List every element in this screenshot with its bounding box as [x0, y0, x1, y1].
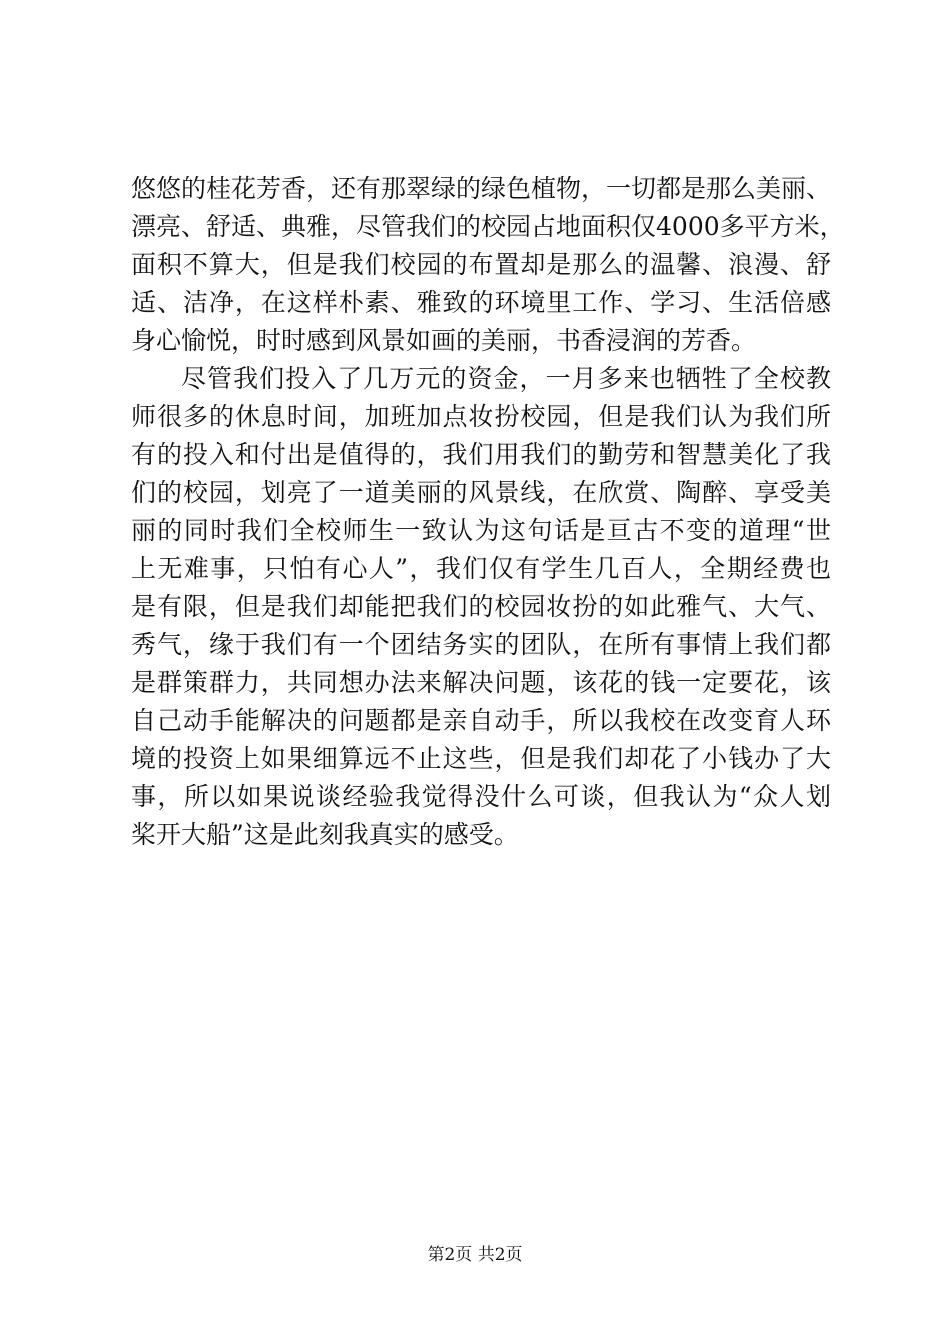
paragraph-1-line: 面积不算大，但是我们校园的布置却是那么的温馨、浪漫、舒 — [131, 250, 831, 279]
paragraph-2-line: 桨开大船”这是此刻我真实的感受。 — [131, 820, 519, 849]
paragraph-2-line: 事，所以如果说谈经验我觉得没什么可谈，但我认为“众人划 — [131, 782, 831, 811]
paragraph-2-line: 境的投资上如果细算远不止这些，但是我们却花了小钱办了大 — [131, 744, 831, 773]
body-text — [131, 170, 845, 854]
paragraph-1-line: 适、洁净，在这样朴素、雅致的环境里工作、学习、生活倍感 — [131, 288, 831, 317]
paragraph-1-line: 悠悠的桂花芳香，还有那翠绿的绿色植物，一切都是那么美丽、 — [131, 174, 832, 203]
paragraph-1-line: 漂亮、舒适、典雅，尽管我们的校园占地面积仅4000多平方米， — [131, 212, 845, 241]
paragraph-2-line: 师很多的休息时间，加班加点妆扮校园，但是我们认为我们所 — [131, 402, 831, 431]
paragraph-2-line: 上无难事，只怕有心人”，我们仅有学生几百人，全期经费也 — [131, 554, 831, 583]
paragraph-2-line: 有的投入和付出是值得的，我们用我们的勤劳和智慧美化了我 — [131, 440, 831, 469]
paragraph-1-line: 身心愉悦，时时感到风景如画的美丽，书香浸润的芳香。 — [131, 326, 757, 355]
paragraph-2-line: 尽管我们投入了几万元的资金，一月多来也牺牲了全校教 — [181, 364, 831, 393]
paragraph-2-line: 自己动手能解决的问题都是亲自动手，所以我校在改变育人环 — [131, 706, 831, 735]
paragraph-2-line: 是群策群力，共同想办法来解决问题，该花的钱一定要花，该 — [131, 668, 831, 697]
paragraph-2-line: 们的校园，划亮了一道美丽的风景线，在欣赏、陶醉、享受美 — [131, 478, 831, 507]
paragraph-2-line: 秀气，缘于我们有一个团结务实的团队，在所有事情上我们都 — [131, 630, 831, 659]
paragraph-2-line: 是有限，但是我们却能把我们的校园妆扮的如此雅气、大气、 — [131, 592, 831, 621]
paragraph-2-line: 丽的同时我们全校师生一致认为这句话是亘古不变的道理“世 — [131, 516, 831, 545]
page-number-footer: 第2页 共2页 — [427, 1245, 523, 1265]
